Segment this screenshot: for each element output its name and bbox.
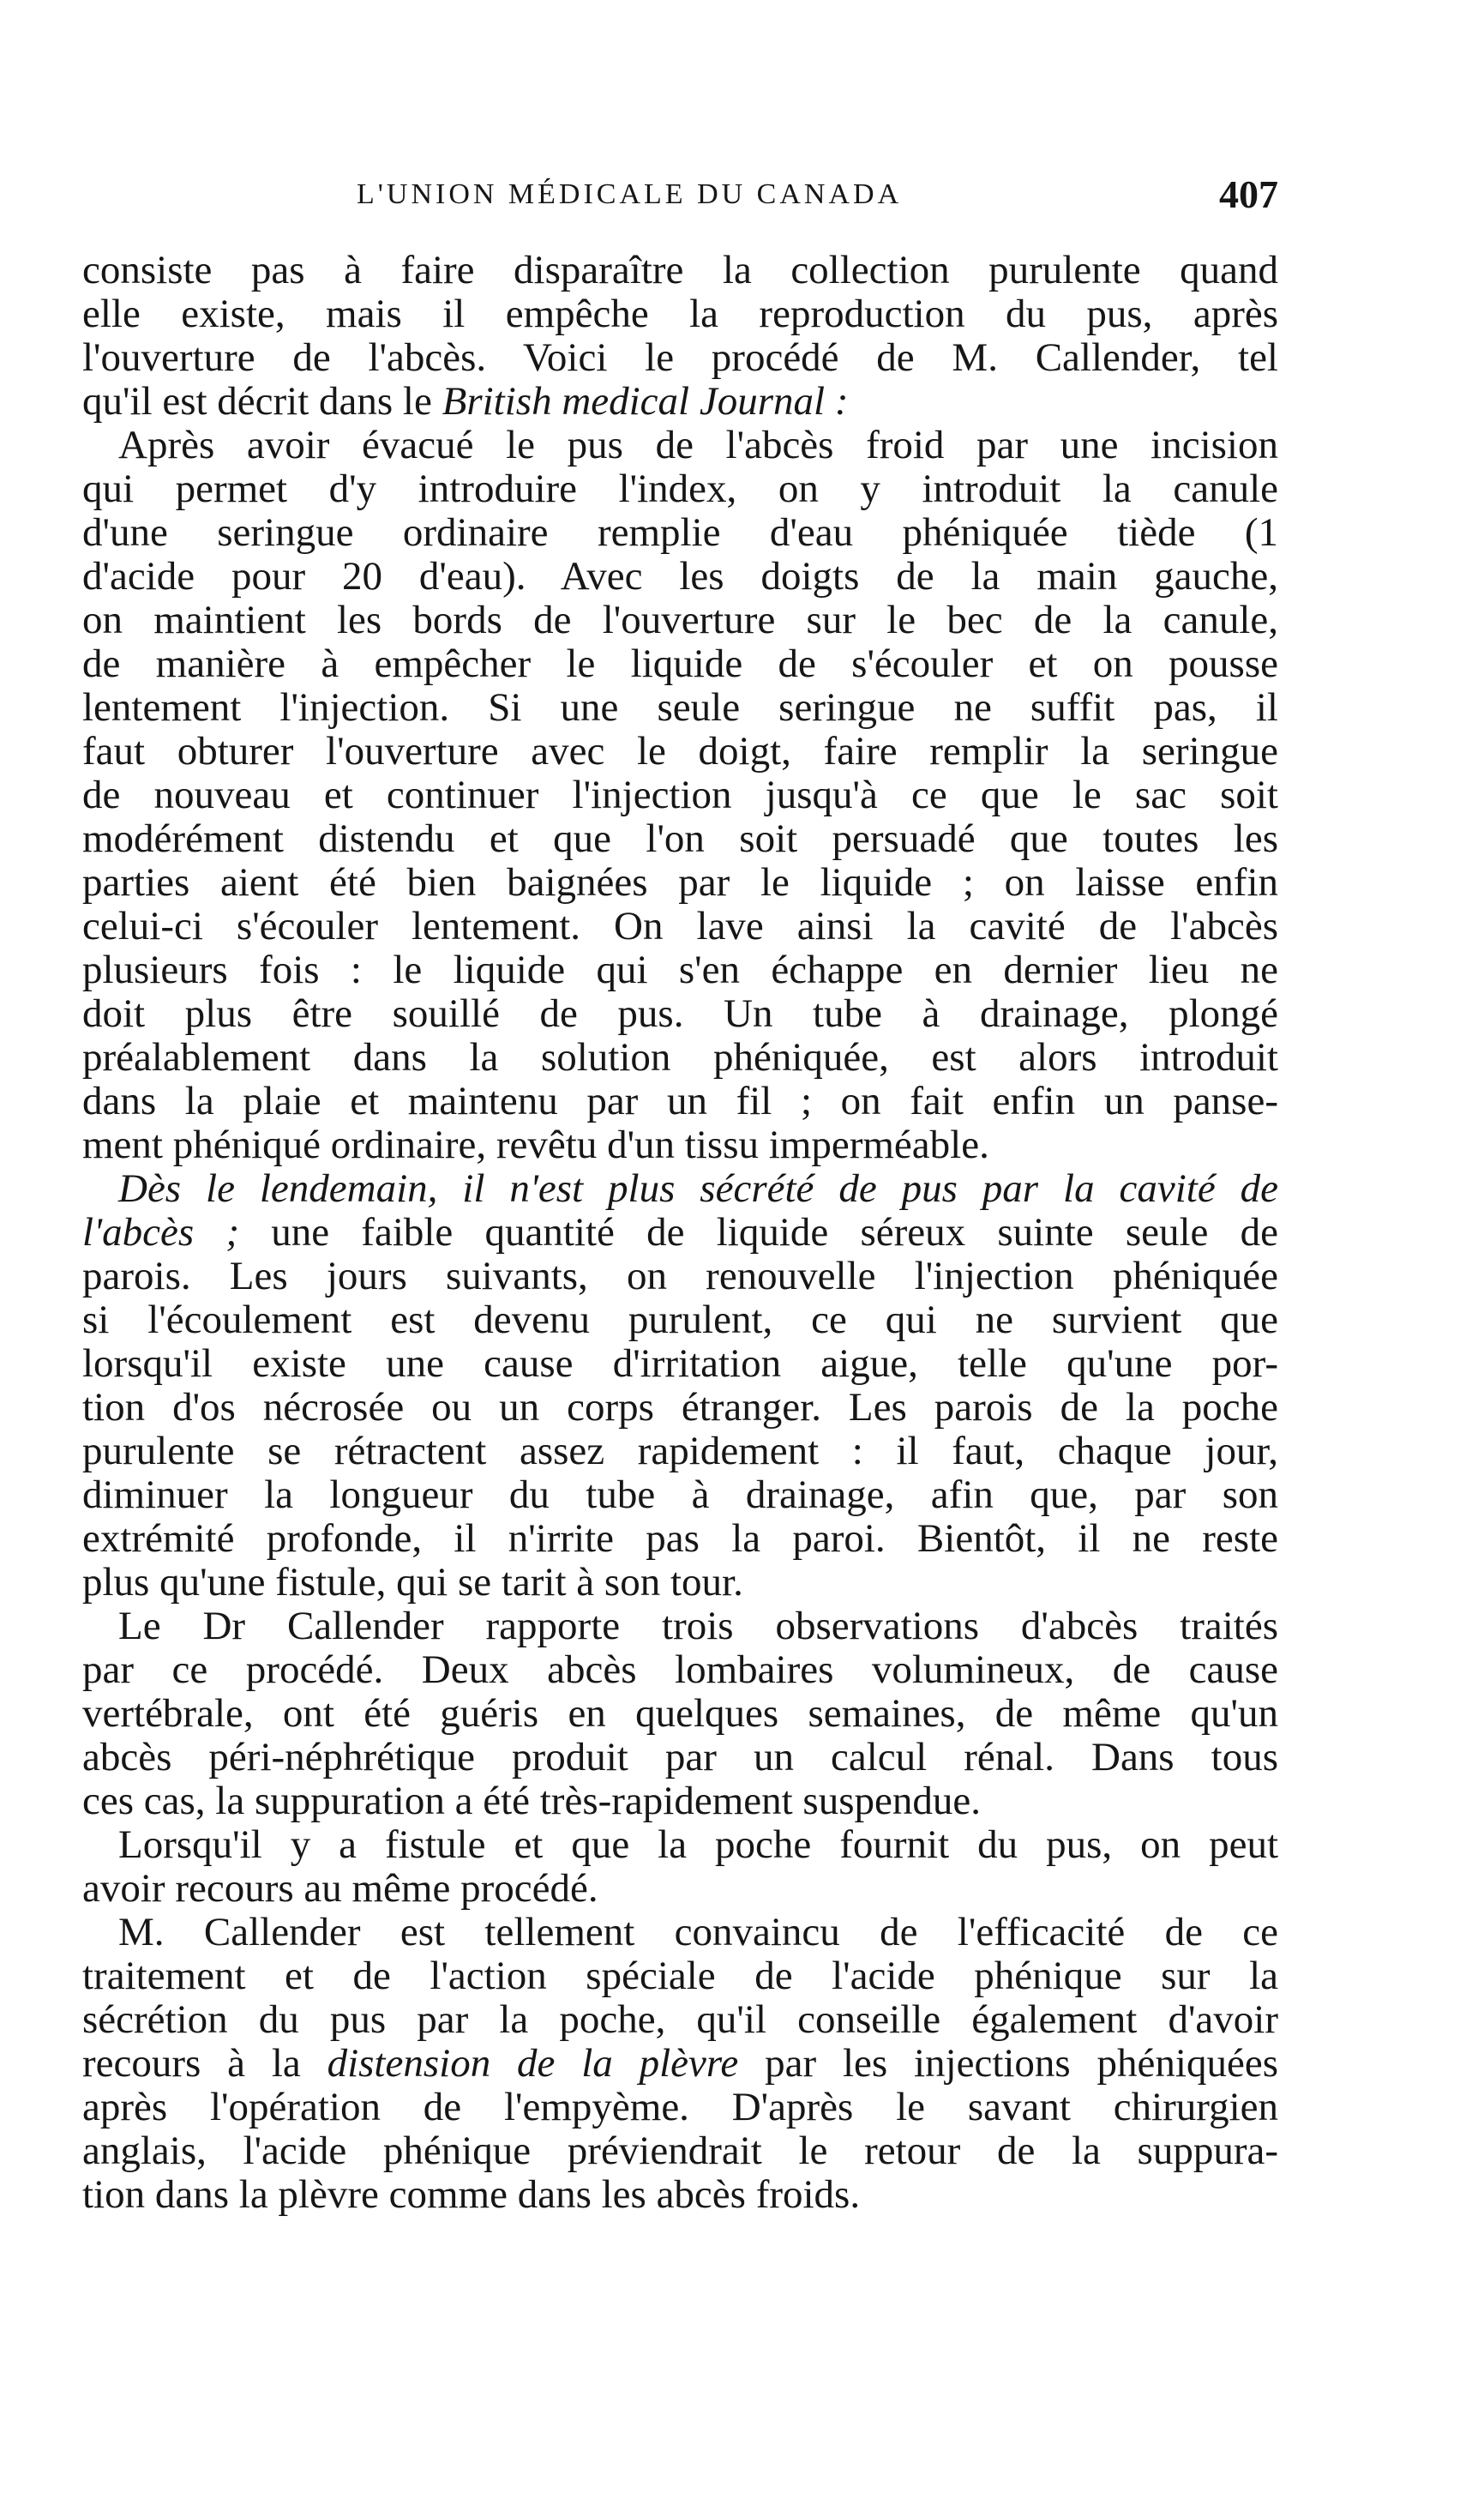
text-line: faut obturer l'ouverture avec le doigt, faire remplir la seringue — [82, 729, 1278, 774]
text-line: après l'opération de l'empyème. D'après le savant chirurgien — [82, 2085, 1278, 2129]
text-line — [82, 1167, 1278, 1211]
text-line: plus qu'une fistule, qui se tarit à son tour. — [82, 1560, 743, 1605]
text-line: extrémité profonde, il n'irrite pas la paroi. Bientôt, il ne reste — [82, 1516, 1278, 1561]
text-line: vertébrale, ont été guéris en quelques semaines, de même qu'un — [82, 1691, 1278, 1736]
body-text — [82, 249, 1278, 2217]
text-line: doit plus être souillé de pus. Un tube à drainage, plongé — [82, 991, 1278, 1036]
page-number: 407 — [1219, 172, 1278, 216]
text-line: celui-ci s'écouler lentement. On lave ainsi la cavité de l'abcès — [82, 904, 1278, 948]
text-line: diminuer la longueur du tube à drainage, afin que, par son — [82, 1472, 1278, 1517]
text-line: elle existe, mais il empêche la reproduction du pus, après — [82, 292, 1278, 336]
text-line: l'ouverture de l'abcès. Voici le procédé de M. Callender, tel — [82, 335, 1278, 380]
text-line: Après avoir évacué le pus de l'abcès froid par une incision — [118, 423, 1278, 467]
text-line: tion dans la plèvre comme dans les abcès froids. — [82, 2172, 861, 2217]
running-head — [82, 172, 1278, 223]
text-line: de manière à empêcher le liquide de s'écouler et on pousse — [82, 641, 1278, 686]
text-line: on maintient les bords de l'ouverture sur le bec de la canule, — [82, 598, 1278, 642]
text-line — [82, 1211, 1278, 1255]
text-segment: par les injections phéniquées — [738, 2041, 1278, 2086]
text-line: parois. Les jours suivants, on renouvelle l'injection phéniquée — [82, 1254, 1278, 1298]
text-segment: qu'il est décrit dans le — [82, 379, 442, 424]
text-line: anglais, l'acide phénique préviendrait le retour de la suppura- — [82, 2129, 1278, 2173]
text-line: sécrétion du pus par la poche, qu'il conseille également d'avoir — [82, 1997, 1278, 2042]
running-title: L'UNION MÉDICALE DU CANADA — [357, 178, 903, 210]
text-line: traitement et de l'action spéciale de l'acide phénique sur la — [82, 1954, 1278, 1998]
text-line: par ce procédé. Deux abcès lombaires volumineux, de cause — [82, 1647, 1278, 1692]
text-line: consiste pas à faire disparaître la collection purulente quand — [82, 248, 1278, 292]
text-line: d'une seringue ordinaire remplie d'eau phéniquée tiède (1 — [82, 510, 1278, 555]
text-line: si l'écoulement est devenu purulent, ce qui ne survient que — [82, 1298, 1278, 1342]
text-line — [82, 380, 1278, 424]
italic-text: l'abcès ; — [82, 1210, 239, 1255]
italic-text: distension de la plèvre — [327, 2041, 739, 2086]
text-line: dans la plaie et maintenu par un fil ; on fait enfin un panse- — [82, 1079, 1278, 1123]
text-line: qui permet d'y introduire l'index, on y introduit la canule — [82, 467, 1278, 511]
document-page — [82, 172, 1278, 2217]
text-line: avoir recours au même procédé. — [82, 1866, 598, 1911]
text-line — [82, 2042, 1278, 2086]
text-line: Le Dr Callender rapporte trois observations d'abcès traités — [118, 1604, 1278, 1648]
text-line: modérément distendu et que l'on soit persuadé que toutes les — [82, 816, 1278, 861]
text-line: lentement l'injection. Si une seule seringue ne suffit pas, il — [82, 685, 1278, 730]
text-line: ces cas, la suppuration a été très-rapidement suspendue. — [82, 1779, 981, 1823]
text-line: purulente se rétractent assez rapidement : il faut, chaque jour, — [82, 1429, 1278, 1473]
text-segment: une faible quantité de liquide séreux suinte seule de — [239, 1210, 1278, 1255]
text-line: préalablement dans la solution phéniquée, est alors introduit — [82, 1035, 1278, 1080]
italic-text: British medical Journal : — [442, 379, 849, 424]
italic-text: Dès le lendemain, il n'est plus sécrété de pus par la cavité de — [118, 1166, 1278, 1211]
text-line: parties aient été bien baignées par le liquide ; on laisse enfin — [82, 860, 1278, 905]
text-line: plusieurs fois : le liquide qui s'en échappe en dernier lieu ne — [82, 948, 1278, 992]
text-line: d'acide pour 20 d'eau). Avec les doigts de la main gauche, — [82, 554, 1278, 599]
text-line: tion d'os nécrosée ou un corps étranger. Les parois de la poche — [82, 1385, 1278, 1430]
text-segment: recours à la — [82, 2041, 327, 2086]
text-line: ment phéniqué ordinaire, revêtu d'un tissu imperméable. — [82, 1123, 989, 1167]
text-line: Lorsqu'il y a fistule et que la poche fournit du pus, on peut — [118, 1822, 1278, 1867]
text-line: M. Callender est tellement convaincu de l'efficacité de ce — [118, 1910, 1278, 1954]
text-line: de nouveau et continuer l'injection jusqu'à ce que le sac soit — [82, 773, 1278, 817]
text-line: abcès péri-néphrétique produit par un calcul rénal. Dans tous — [82, 1735, 1278, 1779]
text-line: lorsqu'il existe une cause d'irritation aigue, telle qu'une por- — [82, 1341, 1278, 1386]
